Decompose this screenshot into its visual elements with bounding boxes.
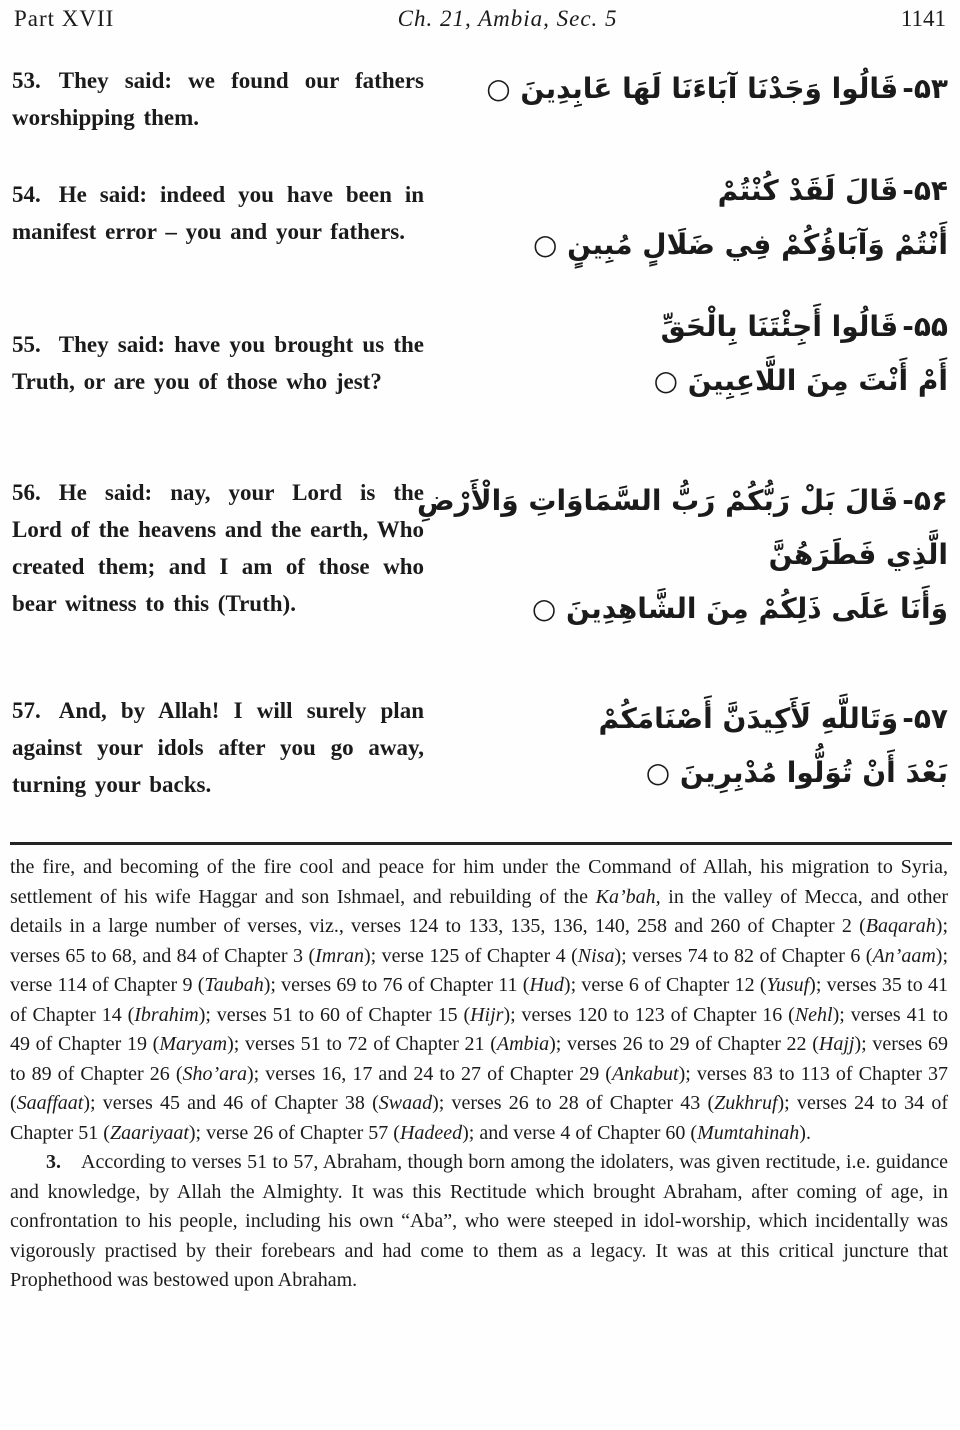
verse-arabic-57 bbox=[506, 692, 948, 800]
arabic-text: قَالَ لَقَدْ كُنْتُمْ bbox=[717, 174, 899, 207]
verse-row-55 bbox=[12, 310, 948, 408]
arabic-line bbox=[506, 582, 948, 636]
arabic-line bbox=[486, 62, 948, 116]
arabic-line bbox=[506, 528, 948, 582]
arabic-text: وَتَاللَّهِ لَأَكِيدَنَّ أَصْنَامَكُمْ bbox=[598, 702, 899, 735]
verse-number-en: 54. bbox=[12, 182, 41, 207]
verse-english-57 bbox=[12, 692, 424, 803]
verse-text-en: He said: nay, your Lord is the Lord of the heavens and the earth, Who created them; and I am of those who bear witness to this (Truth). bbox=[12, 480, 424, 616]
verse-arabic-53 bbox=[486, 62, 948, 116]
verse-arabic-54 bbox=[506, 164, 948, 272]
verse-text-en: And, by Allah! I will surely plan against your idols after you go away, turning your backs. bbox=[12, 698, 424, 797]
verse-number-en: 57. bbox=[12, 698, 41, 723]
verse-row-57 bbox=[12, 692, 948, 803]
verse-arabic-56 bbox=[417, 474, 948, 636]
part-label: Part XVII bbox=[14, 6, 115, 31]
arabic-text: الَّذِي فَطَرَهُنَّ bbox=[768, 538, 948, 571]
verse-arabic-55 bbox=[506, 300, 948, 408]
arabic-text: قَالُوا أَجِئْتَنَا بِالْحَقِّ bbox=[660, 310, 899, 343]
arabic-line bbox=[506, 746, 948, 800]
page-header bbox=[14, 6, 946, 32]
verse-number-en: 55. bbox=[12, 332, 41, 357]
verse-english-56 bbox=[12, 474, 424, 622]
ayah-number: ۵۳- bbox=[902, 72, 948, 105]
verse-row-54 bbox=[12, 176, 948, 272]
verse-number-en: 53. bbox=[12, 68, 41, 93]
ayah-number: ۵۴- bbox=[902, 174, 948, 207]
arabic-text: قَالَ بَلْ رَبُّكُمْ رَبُّ السَّمَاوَاتِ وَالْأَرْضِ bbox=[417, 484, 899, 517]
footnote-3: 3. According to verses 51 to 57, Abraham, though born among the idolaters, was given rectitude, i.e. guidance and knowledge, by Allah the Almighty. It was this Rectitude which brought Abraham, after coming of age, in confrontation to his people, including his own “Aba”, who were steeped in idol-worship, which incidentally was vigorously practised by their forebears and had come to them as a legacy. It was at this critical juncture that Prophethood was bestowed upon Abraham. bbox=[10, 1151, 948, 1291]
arabic-line bbox=[417, 474, 948, 528]
footnote-divider bbox=[10, 842, 952, 845]
ayah-number: ۵۵- bbox=[902, 310, 948, 343]
verse-english-55 bbox=[12, 326, 424, 400]
footnotes-section bbox=[10, 853, 948, 1296]
verse-text-en: They said: have you brought us the Truth, or are you of those who jest? bbox=[12, 332, 424, 394]
ayah-number: ۵۷- bbox=[902, 702, 948, 735]
ayah-number: ۵۶- bbox=[902, 484, 948, 517]
arabic-text: أَنْتُمْ وَآبَاؤُكُمْ فِي ضَلَالٍ مُبِينٍ ○ bbox=[532, 228, 948, 261]
arabic-line bbox=[506, 218, 948, 272]
verse-number-en: 56. bbox=[12, 480, 41, 505]
verse-text-en: He said: indeed you have been in manifest error – you and your fathers. bbox=[12, 182, 424, 244]
verse-row-53 bbox=[12, 62, 948, 136]
verse-text-en: They said: we found our fathers worshipping them. bbox=[12, 68, 424, 130]
arabic-text: قَالُوا وَجَدْنَا آبَاءَنَا لَهَا عَابِدِينَ ○ bbox=[486, 72, 899, 105]
footnote-continuation: the fire, and becoming of the fire cool and peace for him under the Command of Allah, his migration to Syria, settlement of his wife Haggar and son Ishmael, and rebuilding of the Ka’bah, in the valley of Mecca, and other details in a large number of verses, viz., verses 124 to 133, 135, 136, 140, 258 and 260 of Chapter 2 (Baqarah); verses 65 to 68, and 84 of Chapter 3 (Imran); verse 125 of Chapter 4 (Nisa); verses 74 to 82 of Chapter 6 (An’aam); verse 114 of Chapter 9 (Taubah); verses 69 to 76 of Chapter 11 (Hud); verse 6 of Chapter 12 (Yusuf); verses 35 to 41 of Chapter 14 (Ibrahim); verses 51 to 60 of Chapter 15 (Hijr); verses 120 to 123 of Chapter 16 (Nehl); verses 41 to 49 of Chapter 19 (Maryam); verses 51 to 72 of Chapter 21 (Ambia); verses 26 to 29 of Chapter 22 (Hajj); verses 69 to 89 of Chapter 26 (Sho’ara); verses 16, 17 and 24 to 27 of Chapter 29 (Ankabut); verses 83 to 113 of Chapter 37 (Saaffaat); verses 45 and 46 of Chapter 38 (Swaad); verses 26 to 28 of Chapter 43 (Zukhruf); verses 24 to 34 of Chapter 51 (Zaariyaat); verse 26 of Chapter 57 (Hadeed); and verse 4 of Chapter 60 (Mumtahinah). bbox=[10, 856, 949, 1144]
arabic-line bbox=[506, 692, 948, 746]
page-number: 1141 bbox=[900, 6, 946, 31]
arabic-text: وَأَنَا عَلَى ذَلِكُمْ مِنَ الشَّاهِدِينَ ○ bbox=[531, 592, 948, 625]
chapter-heading: Ch. 21, Ambia, Sec. 5 bbox=[397, 6, 618, 31]
verse-english-53 bbox=[12, 62, 424, 136]
arabic-line bbox=[506, 300, 948, 354]
verse-english-54 bbox=[12, 176, 424, 250]
verse-row-56 bbox=[12, 474, 948, 636]
arabic-text: بَعْدَ أَنْ تُوَلُّوا مُدْبِرِينَ ○ bbox=[645, 756, 948, 789]
arabic-line bbox=[506, 354, 948, 408]
arabic-line bbox=[506, 164, 948, 218]
arabic-text: أَمْ أَنْتَ مِنَ اللَّاعِبِينَ ○ bbox=[653, 364, 948, 397]
